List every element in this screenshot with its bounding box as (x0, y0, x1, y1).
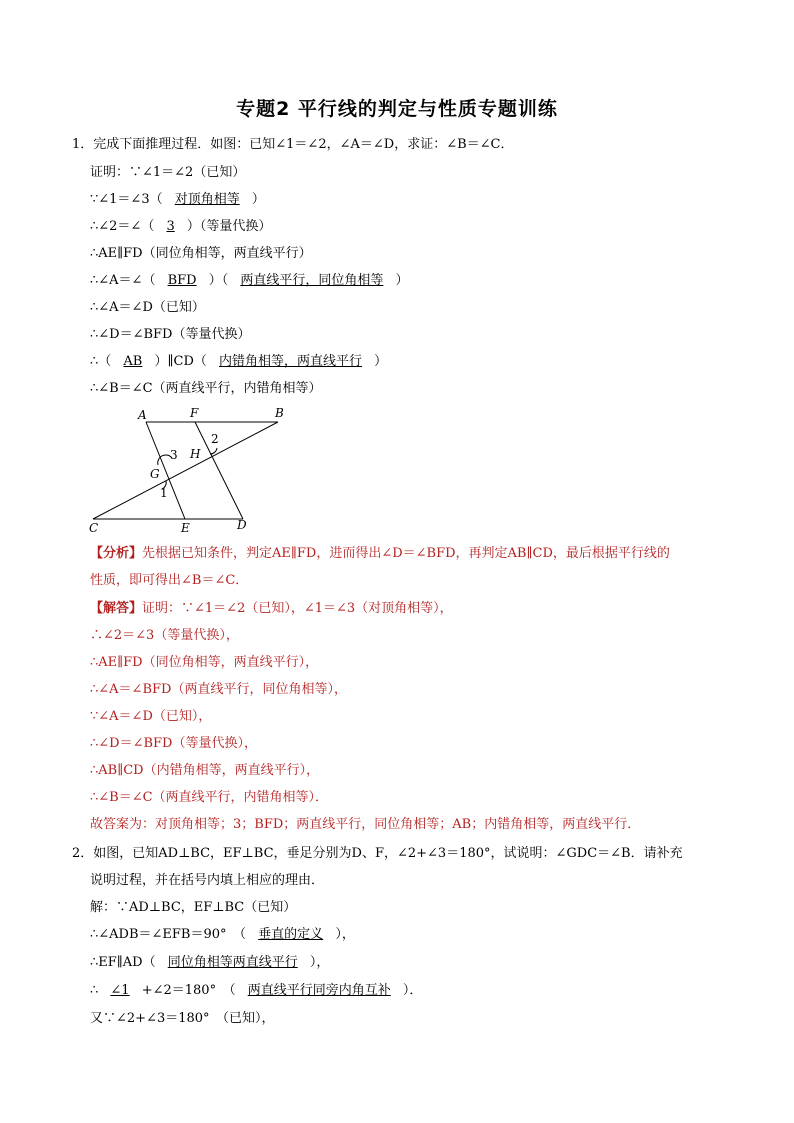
q1-proof-line-9: ∴∠B＝∠C（两直线平行，内错角相等） (90, 381, 322, 396)
q1-proof-line-2 (90, 191, 265, 209)
fill-blank: BFD (167, 273, 197, 288)
solution-line-4: ∴∠A＝∠BFD（两直线平行，同位角相等）， (90, 682, 347, 697)
line-text: ∵∠1＝∠3（ (90, 192, 167, 207)
analysis-line-1 (90, 545, 670, 563)
solution-line-2: ∴∠2＝∠3（等量代换）， (90, 628, 239, 643)
point-label-g: G (150, 467, 160, 481)
q1-proof-line-7: ∴∠D＝∠BFD（等量代换） (90, 327, 251, 342)
point-label-c: C (89, 521, 99, 535)
line-text: ）∥CD（ (150, 354, 211, 369)
line-text: ）， (331, 927, 355, 942)
fill-blank: 内错角相等，两直线平行 (219, 354, 363, 369)
q1-proof-line-6: ∴∠A＝∠D（已知） (90, 300, 205, 315)
line-text: 证明：∵∠1＝∠2（已知），∠1＝∠3（对顶角相等）， (142, 601, 453, 616)
analysis-tag: 【分析】 (90, 546, 143, 561)
line-text: ）（ (204, 273, 233, 288)
point-label-f: F (190, 406, 199, 420)
fill-blank: 两直线平行，同位角相等 (240, 273, 384, 288)
line-text: ）． (398, 983, 423, 998)
line-text: ∴∠2＝∠（ (90, 219, 159, 234)
fill-blank: AB (123, 354, 143, 369)
q1-proof-line-5 (90, 272, 409, 290)
angle-label-1: 1 (160, 486, 168, 500)
geometry-figure (86, 402, 284, 535)
line-text: +∠2＝180° （ (137, 983, 240, 998)
line-text: ） (391, 273, 409, 288)
line-text: ）， (305, 955, 330, 970)
line-text: 先根据已知条件，判定AE∥FD，进而得出∠D＝∠BFD，再判定AB∥CD，最后根据平行线的 (142, 546, 670, 561)
q1-stem: 1．完成下面推理过程．如图：已知∠1＝∠2，∠A＝∠D，求证：∠B＝∠C． (72, 137, 514, 152)
solution-line-3: ∴AE∥FD（同位角相等，两直线平行）， (90, 655, 319, 670)
q1-proof-line-4: ∴AE∥FD（同位角相等，两直线平行） (90, 246, 312, 261)
fill-blank: 同位角相等两直线平行 (167, 955, 298, 970)
q2-solution-line-1: 解：∵AD⊥BC，EF⊥BC（已知） (90, 900, 297, 915)
fill-blank: 两直线平行同旁内角互补 (247, 983, 391, 998)
line-text: ∴EF∥AD（ (90, 955, 160, 970)
q2-solution-line-4 (90, 982, 422, 1000)
q2-solution-line-5: 又∵∠2+∠3＝180° （已知）， (90, 1011, 275, 1026)
angle-arc (210, 448, 217, 454)
line-cb (93, 422, 278, 519)
solution-line-7: ∴AB∥CD（内错角相等，两直线平行）， (90, 763, 320, 778)
point-label-b: B (275, 406, 284, 420)
solution-line-1 (90, 600, 453, 618)
point-label-a: A (138, 408, 147, 422)
q1-proof-line-8 (90, 353, 387, 371)
answer-tag: 【解答】 (90, 601, 143, 616)
fill-blank: 3 (166, 219, 175, 234)
point-label-e: E (181, 521, 190, 535)
line-text: ∴（ (90, 354, 116, 369)
line-fd (195, 422, 243, 519)
q1-proof-line-1: 证明：∵∠1＝∠2（已知） (90, 165, 246, 180)
fill-blank: ∠1 (110, 983, 130, 998)
line-text: ） (247, 192, 265, 207)
point-label-h: H (190, 447, 201, 461)
point-label-d: D (237, 518, 247, 532)
solution-line-6: ∴∠D＝∠BFD（等量代换）， (90, 736, 257, 751)
line-text: ∴∠ADB＝∠EFB＝90° （ (90, 927, 251, 942)
line-text: ） (370, 354, 388, 369)
line-text: ∴ (90, 983, 103, 998)
fill-blank: 垂直的定义 (258, 927, 324, 942)
line-text: ∴∠A＝∠（ (90, 273, 160, 288)
final-answer: 故答案为：对顶角相等；3；BFD；两直线平行，同位角相等；AB；内错角相等，两直线平行． (90, 817, 641, 832)
solution-line-5: ∵∠A＝∠D（已知）， (90, 709, 212, 724)
page-title: 专题2 平行线的判定与性质专题训练 (236, 98, 558, 120)
q1-proof-line-3 (90, 218, 271, 236)
solution-line-8: ∴∠B＝∠C（两直线平行，内错角相等）． (90, 790, 329, 805)
fill-blank: 对顶角相等 (174, 192, 240, 207)
angle-label-2: 2 (211, 432, 219, 446)
q2-solution-line-2 (90, 926, 355, 944)
angle-label-3: 3 (170, 448, 178, 462)
analysis-line-2: 性质，即可得出∠B＝∠C． (90, 573, 249, 588)
q2-solution-line-3 (90, 954, 329, 972)
q2-stem-line-1: 2．如图，已知AD⊥BC，EF⊥BC，垂足分别为D、F，∠2+∠3＝180°，试说明：∠GDC＝∠B．请补充 (72, 846, 683, 861)
q2-stem-line-2: 说明过程，并在括号内填上相应的理由． (90, 873, 325, 888)
line-text: ）（等量代换） (182, 219, 272, 234)
